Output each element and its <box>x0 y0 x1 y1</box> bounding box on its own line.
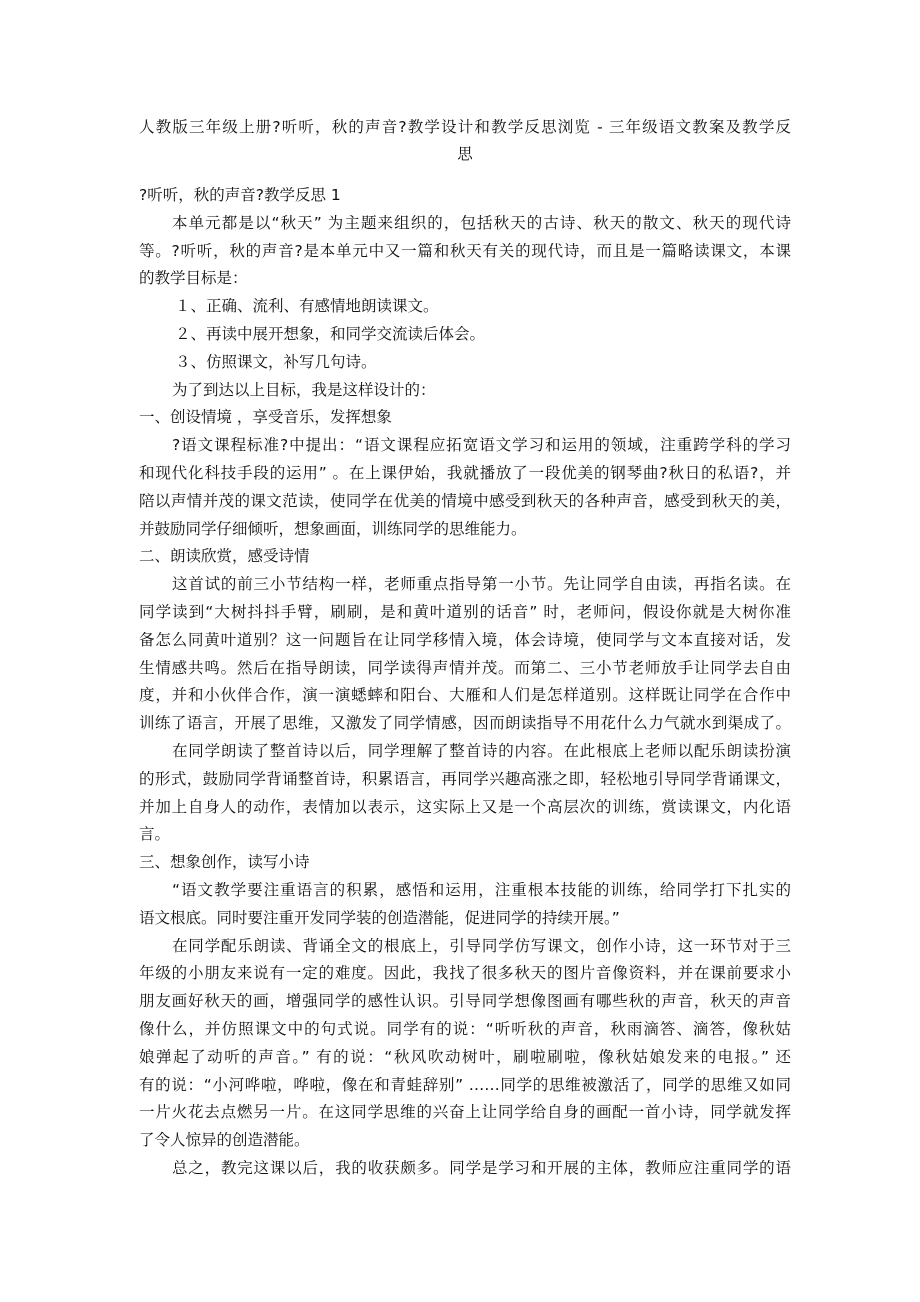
text-line: 年级的小朋友来说有一定的难度。因此，我找了很多秋天的图片音像资料，并在课前要求小 <box>139 964 791 983</box>
text-line: 的教学目标是： <box>139 269 248 288</box>
text-line: 等。?听听，秋的声音?是本单元中又一篇和秋天有关的现代诗，而且是一篇略读课文，本课 <box>139 241 791 260</box>
text-line: 了令人惊异的创造潜能。 <box>139 1131 310 1150</box>
text-line: 语文根底。同时要注重开发同学装的创造潜能，促进同学的持续开展。” <box>139 908 620 927</box>
text-line: 备怎么同黄叶道别？这一问题旨在让同学移情入境，体会诗境，使同学与文本直接对话，发 <box>139 630 791 649</box>
text-line: 总之，教完这课以后，我的收获颇多。同学是学习和开展的主体，教师应注重同学的语 <box>172 1158 791 1177</box>
text-line: ?语文课程标准?中提出：“语文课程应拓宽语文学习和运用的领域，注重跨学科的学习 <box>172 436 791 455</box>
text-line: 并加上自身人的动作，表情加以表示，这实际上又是一个高层次的训练，赏读课文，内化语 <box>139 797 791 816</box>
document-page <box>139 114 791 1183</box>
title-line: 思 <box>457 145 473 163</box>
text-line: “语文教学要注重语言的积累，感悟和运用，注重根本技能的训练，给同学打下扎实的 <box>172 880 791 899</box>
text-line: 朋友画好秋天的画，增强同学的感性认识。引导同学想像图画有哪些秋的声音，秋天的声音 <box>139 992 791 1011</box>
text-line: 二、朗读欣赏，感受诗情 <box>139 547 310 566</box>
text-line: 一片火花去点燃另一片。在这同学思维的兴奋上让同学给自身的画配一首小诗，同学就发挥 <box>139 1103 791 1122</box>
text-line: 生情感共鸣。然后在指导朗读，同学读得声情并茂。而第二、三小节老师放手让同学去自由 <box>139 658 791 677</box>
text-line: 娘弹起了动听的声音。” 有的说：“秋风吹动树叶，刷啦刷啦，像秋姑娘发来的电报。” 还 <box>139 1047 791 1066</box>
document-title <box>139 114 791 168</box>
text-line: 的形式，鼓励同学背诵整首诗，积累语言，再同学兴趣高涨之即，轻松地引导同学背诵课文， <box>139 769 791 788</box>
title-line: 人教版三年级上册?听听，秋的声音?教学设计和教学反思浏览 - 三年级语文教案及教学反 <box>139 118 791 136</box>
text-line: 本单元都是以“秋天” 为主题来组织的，包括秋天的古诗、秋天的散文、秋天的现代诗 <box>172 213 791 232</box>
text-line: 并鼓励同学仔细倾听，想象画面，训练同学的思维能力。 <box>139 519 527 538</box>
text-line: 三、想象创作，读写小诗 <box>139 853 310 872</box>
text-line: 陪以声情并茂的课文范读，使同学在优美的情境中感受到秋天的各种声音，感受到秋天的美， <box>139 491 791 510</box>
text-line: 在同学配乐朗读、背诵全文的根底上，引导同学仿写课文，创作小诗，这一环节对于三 <box>172 936 791 955</box>
text-line: 训练了语言，开展了思维，又激发了同学情感，因而朗读指导不用花什么力气就水到渠成了。 <box>139 714 791 733</box>
text-line: 在同学朗读了整首诗以后，同学理解了整首诗的内容。在此根底上老师以配乐朗读扮演 <box>172 741 791 760</box>
text-line: 这首试的前三小节结构一样，老师重点指导第一小节。先让同学自由读，再指名读。在 <box>172 575 791 594</box>
text-line: 同学读到“大树抖抖手臂，刷刷，是和黄叶道别的话音” 时，老师问，假设你就是大树你准 <box>139 602 791 621</box>
text-line: 一、创设情境 ，享受音乐，发挥想象 <box>139 408 392 427</box>
text-line: ?听听，秋的声音?教学反思 1 <box>139 186 341 204</box>
text-line: 像什么，并仿照课文中的句式说。同学有的说：“听听秋的声音，秋雨滴答、滴答，像秋姑 <box>139 1019 791 1038</box>
text-line: ３、仿照课文，补写几句诗。 <box>175 352 377 371</box>
text-line: 和现代化科技手段的运用” 。在上课伊始，我就播放了一段优美的钢琴曲?秋日的私语?，并 <box>139 463 791 482</box>
text-line: 有的说：“小河哗啦，哗啦，像在和青蛙辞别” ……同学的思维被激活了，同学的思维又如同 <box>139 1075 791 1094</box>
text-line: 为了到达以上目标，我是这样设计的： <box>172 380 436 399</box>
text-line: 度，并和小伙伴合作，演一演蟋蟀和阳台、大雁和人们是怎样道别。这样既让同学在合作中 <box>139 686 791 705</box>
document-body <box>139 182 791 1183</box>
text-line: １、正确、流利、有感情地朗读课文。 <box>175 297 439 316</box>
text-line: ２、再读中展开想象，和同学交流读后体会。 <box>175 324 486 343</box>
text-line: 言。 <box>139 825 171 844</box>
